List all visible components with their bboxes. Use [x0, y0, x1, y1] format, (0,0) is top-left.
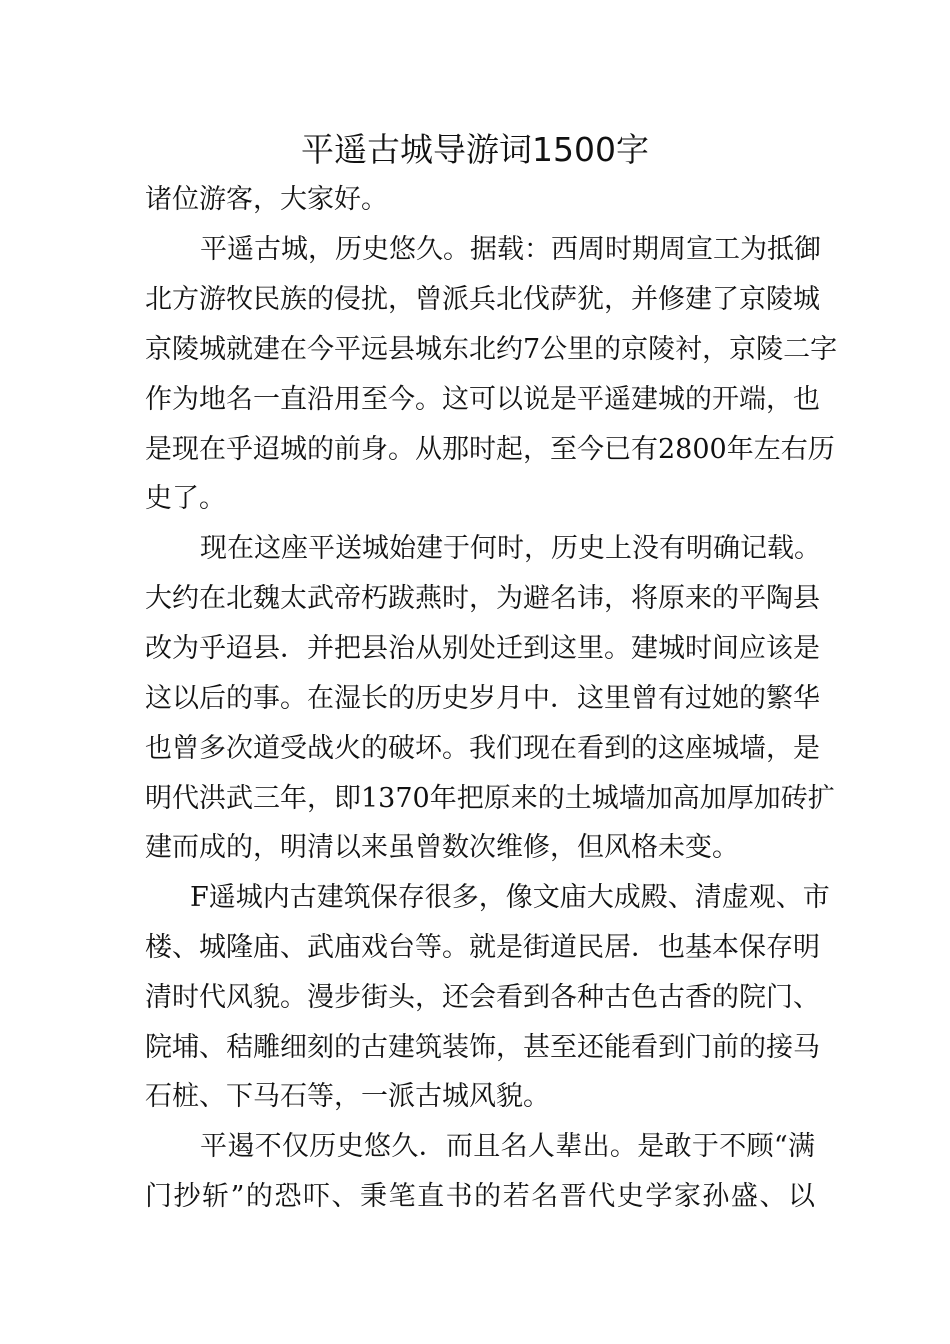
text-line: 也曾多次道受战火的破坏。我们现在看到的这座城墙，是 — [145, 733, 820, 764]
text-line: 门抄斩”的恐吓、秉笔直书的若名晋代史学家孙盛、以 — [145, 1181, 815, 1212]
text-line: 平遥古城，历史悠久。据载：西周时期周宣工为抵御 — [200, 234, 821, 265]
text-line: 平遏不仅历史悠久．而且名人辈出。是敢于不顾“满 — [200, 1131, 815, 1162]
text-line: 北方游牧民族的侵扰，曾派兵北伐萨犹，并修建了京陵城 — [145, 284, 820, 315]
text-line: 楼、城隆庙、武庙戏台等。就是街道民居．也基本保存明 — [145, 932, 820, 963]
text-line: 京陵城就建在今平远县城东北约7公里的京陵衬，京陵二字 — [145, 334, 838, 365]
text-line: 现在这座平送城始建于何时，历史上没有明确记载。 — [200, 533, 821, 564]
text-line: 明代洪武三年，即1370年把原来的土城墙加高加厚加砖扩 — [145, 783, 835, 814]
text-line: F遥城内古建筑保存很多，像文庙大成殿、清虚观、市 — [190, 882, 830, 913]
text-line: 大约在北魏太武帝朽跋燕时，为避名讳，将原来的平陶县 — [145, 583, 820, 614]
text-line: 建而成的，明清以来虽曾数次维修，但风格未变。 — [145, 832, 739, 863]
text-line: 史了。 — [145, 483, 226, 514]
text-line: 院埔、秸雕细刻的古建筑装饰，甚至还能看到门前的接马 — [145, 1032, 820, 1063]
text-line: 清时代风貌。漫步街头，还会看到各种古色古香的院门、 — [145, 982, 820, 1013]
document-title: 平遥古城导游词1500字 — [301, 130, 649, 169]
text-line: 是现在乎迢城的前身。从那时起，至今已有2800年左右历 — [145, 434, 835, 465]
text-line: 这以后的事。在湿长的历史岁月中．这里曾有过她的繁华 — [145, 683, 820, 714]
text-line: 改为乎迢县．并把县治从别处迁到这里。建城时间应该是 — [145, 633, 820, 664]
text-line: 诸位游客，大家好。 — [145, 184, 388, 215]
text-line: 石桩、下马石等，一派古城风貌。 — [145, 1081, 550, 1112]
text-line: 作为地名一直沿用至今。这可以说是平遥建城的开端，也 — [145, 384, 820, 415]
